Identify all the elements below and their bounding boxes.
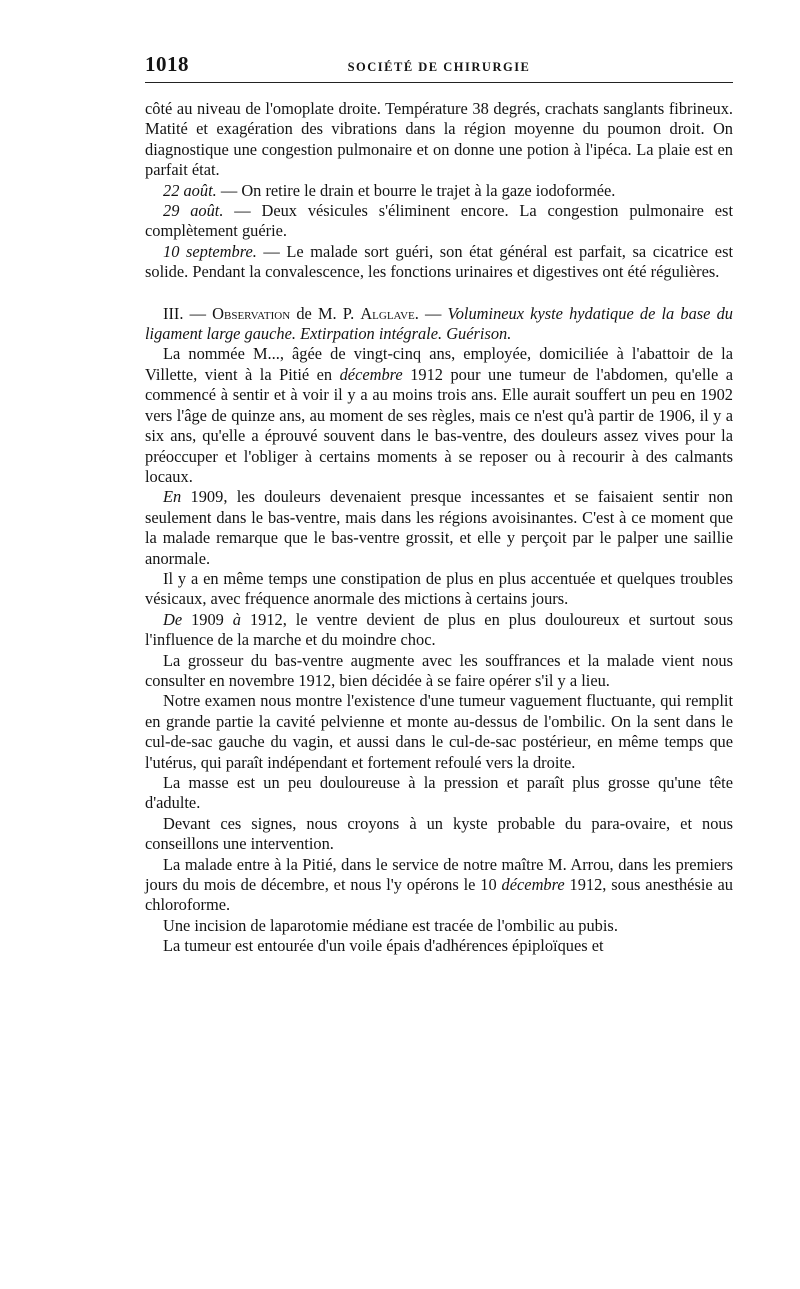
paragraph: La masse est un peu douloureuse à la pression et paraît plus grosse qu'une tête d'adulte. xyxy=(145,773,733,813)
paragraph: De 1909 à 1912, le ventre devient de plus en plus douloureux et surtout sous l'influence de la marche et du moindre choc. xyxy=(145,609,733,650)
paragraph: La malade entre à la Pitié, dans le service de notre maître M. Arrou, dans les premiers jours du mois de décembre, et nous l'y opérons le 10 décembre 1912, sous anesthésie au chloroforme. xyxy=(145,854,734,915)
paragraph: côté au niveau de l'omoplate droite. Température 38 degrés, crachats sanglants fibrineux. Matité et exagération des vibrations dans la région moyenne du poumon droit. On diagnostique une congestion pulmonaire et on donne une potion à l'ipéca. La plaie est en parfait état. xyxy=(145,99,733,180)
paragraph: 10 septembre. — Le malade sort guéri, son état général est parfait, sa cicatrice est solide. Pendant la convalescence, les fonctions urinaires et digestives ont été régulières. xyxy=(145,241,734,282)
paragraph: En 1909, les douleurs devenaient presque incessantes et se faisaient sentir non seulement dans le bas-ventre, mais dans les régions avoisinantes. C'est à ce moment que la malade remarque que le bas-ventre grossit, et elle y perçoit par le palper une saillie anormale. xyxy=(145,487,733,568)
body-text xyxy=(145,99,733,957)
paragraph: La nommée M..., âgée de vingt-cinq ans, employée, domiciliée à l'abattoir de la Villette, vient à la Pitié en décembre 1912 pour une tumeur de l'abdomen, qu'elle a commencé à sentir et à voir il y a au moins trois ans. Elle aurait souffert un peu en 1902 vers l'âge de quinze ans, au moment de ses règles, mais ce n'est qu'à partir de 1906, il y a six ans, qu'elle a éprouvé souvent dans le bas-ventre, des douleurs assez vives pour la préoccuper et l'obliger à certains moments à se reposer ou à recourir à des calmants locaux. xyxy=(145,344,733,486)
page-number: 1018 xyxy=(145,52,189,76)
paragraph: La tumeur est entourée d'un voile épais d'adhérences épiploïques et xyxy=(163,936,604,956)
observation-heading: III. — Observation de M. P. Alglave. — Volumineux kyste hydatique de la base du ligament large gauche. Extirpation intégrale. Guérison. xyxy=(145,303,733,344)
paragraph: Devant ces signes, nous croyons à un kyste probable du para-ovaire, et nous conseillons une intervention. xyxy=(145,813,733,854)
paragraph: Il y a en même temps une constipation de plus en plus accentuée et quelques troubles vésicaux, avec fréquence anormale des mictions à certains jours. xyxy=(145,568,733,609)
paragraph: Notre examen nous montre l'existence d'une tumeur vaguement fluctuante, qui remplit en grande partie la cavité pelvienne et monte au-dessus de l'ombilic. On la sent dans le cul-de-sac gauche du vagin, et aussi dans le cul-de-sac postérieur, en même temps que l'utérus, qui paraît indépendant et fortement refoulé vers la droite. xyxy=(145,691,733,772)
running-title: SOCIÉTÉ DE CHIRURGIE xyxy=(347,60,531,74)
paragraph: Une incision de laparotomie médiane est tracée de l'ombilic au pubis. xyxy=(163,915,618,935)
paragraph: 29 août. — Deux vésicules s'éliminent encore. La congestion pulmonaire est complètement guérie. xyxy=(145,201,733,241)
paragraph: La grosseur du bas-ventre augmente avec les souffrances et la malade vient nous consulter en novembre 1912, bien décidée à se faire opérer s'il y a lieu. xyxy=(145,650,733,690)
book-page xyxy=(145,52,733,957)
section-gap xyxy=(145,283,733,304)
page-header xyxy=(145,52,733,83)
paragraph: 22 août. — On retire le drain et bourre le trajet à la gaze iodoformée. xyxy=(163,180,616,200)
